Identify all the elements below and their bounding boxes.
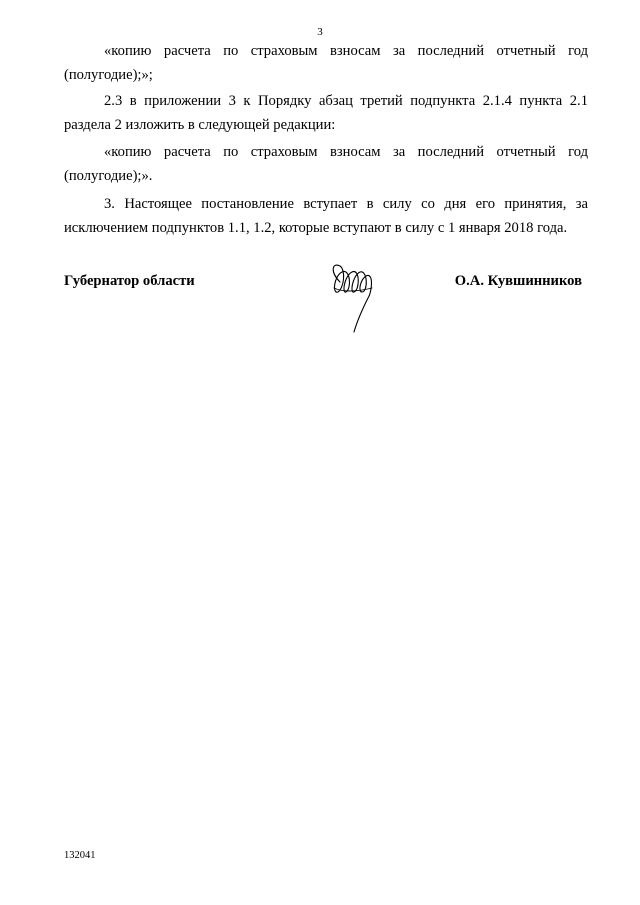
page-number: 3 xyxy=(317,26,323,38)
signatory-name: О.А. Кувшинников xyxy=(454,273,582,289)
paragraph-2: 2.3 в приложении 3 к Порядку абзац третий подпункта 2.1.4 пункта 2.1 раздела 2 изложить в следующей редакции: xyxy=(64,93,588,133)
paragraph-3: «копию расчета по страховым взносам за последний отчетный год (полугодие);». xyxy=(64,144,588,184)
document-code: 132041 xyxy=(64,850,96,861)
handwritten-signature xyxy=(326,258,386,336)
paragraph-1: «копию расчета по страховым взносам за последний отчетный год (полугодие);»; xyxy=(64,43,588,83)
paragraph-4: 3. Настоящее постановление вступает в силу со дня его принятия, за исключением подпунктов 1.1, 1.2, которые вступают в силу с 1 января 2018 года. xyxy=(64,196,588,236)
signatory-title: Губернатор области xyxy=(64,273,195,289)
